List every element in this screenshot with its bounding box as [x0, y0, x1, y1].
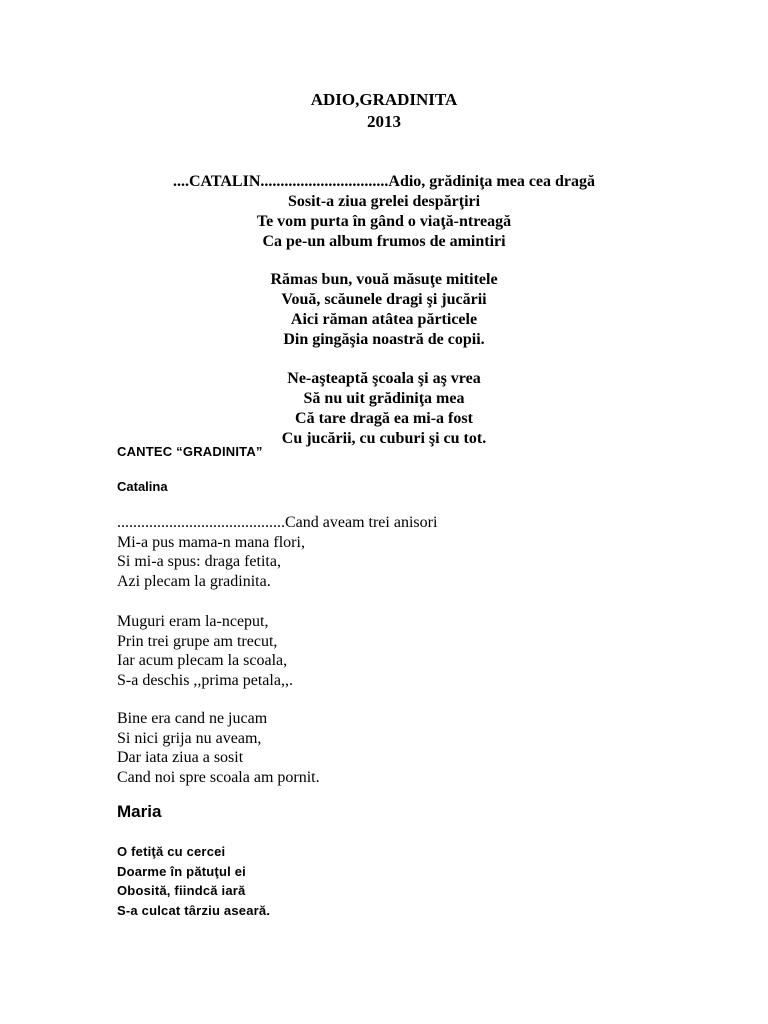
poem-line: Că tare dragă ea mi-a fost: [295, 410, 473, 427]
song-verse: [117, 513, 437, 591]
poem-line: Din gingăşia noastră de copii.: [283, 331, 485, 348]
document-year: 2013: [367, 112, 401, 131]
poem-line: Ne-aşteaptă şcoala şi aş vrea: [287, 370, 481, 387]
song-line: Prin trei grupe am trecut,: [117, 632, 278, 650]
song-line: ..........................................Cand aveam trei anisori: [117, 514, 438, 531]
document-header: [0, 89, 768, 133]
poem-line: Te vom purta în gând o viaţă-ntreagă: [256, 213, 512, 230]
poem-line: Doarme în pătuţul ei: [117, 863, 246, 879]
song-line: Muguri eram la-nceput,: [117, 613, 269, 630]
song-verse: [117, 612, 293, 690]
poem-stanza: [0, 270, 768, 350]
song-line: Mi-a pus mama-n mana flori,: [117, 533, 305, 551]
poem-stanza: [117, 842, 270, 920]
poem-line: Aici răman atâtea părticele: [290, 311, 478, 328]
poem-line: Sosit-a ziua grelei despărţiri: [287, 193, 481, 210]
song-line: Cand noi spre scoala am pornit.: [117, 768, 320, 786]
poem-stanza: [0, 369, 768, 449]
song-line: S-a deschis ,,prima petala,,.: [117, 671, 293, 689]
song-line: Dar iata ziua a sosit: [117, 749, 244, 766]
song-line: Si nici grija nu aveam,: [117, 729, 262, 747]
song-line: Bine era cand ne jucam: [117, 710, 268, 727]
poem-line: Să nu uit grădiniţa mea: [303, 390, 465, 407]
song-title: CANTEC “GRADINITA”: [117, 444, 263, 459]
song-verse: [117, 709, 320, 787]
song-line: Iar acum plecam la scoala,: [117, 652, 288, 669]
poem-line: Ca pe-un album frumos de amintiri: [262, 233, 506, 250]
poem-stanza: [0, 172, 768, 252]
poem-line: Vouă, scăunele dragi şi jucării: [281, 291, 487, 308]
poem-line: S-a culcat târziu aseară.: [117, 902, 271, 918]
poem-line: Obosită, fiindcă iară: [117, 883, 246, 898]
song-line: Si mi-a spus: draga fetita,: [117, 553, 281, 570]
poem-line: O fetiţă cu cercei: [117, 844, 226, 859]
performer-name: Catalina: [117, 479, 168, 494]
poem-line: ....CATALIN................................Adio, grădiniţa mea cea dragă: [172, 173, 596, 190]
performer-name: Maria: [117, 802, 162, 821]
song-line: Azi plecam la gradinita.: [117, 572, 271, 590]
poem-line: Rămas bun, vouă măsuţe mititele: [270, 271, 498, 288]
poem-line: Cu jucării, cu cuburi şi cu tot.: [281, 430, 487, 447]
document-title: ADIO,GRADINITA: [310, 90, 458, 109]
